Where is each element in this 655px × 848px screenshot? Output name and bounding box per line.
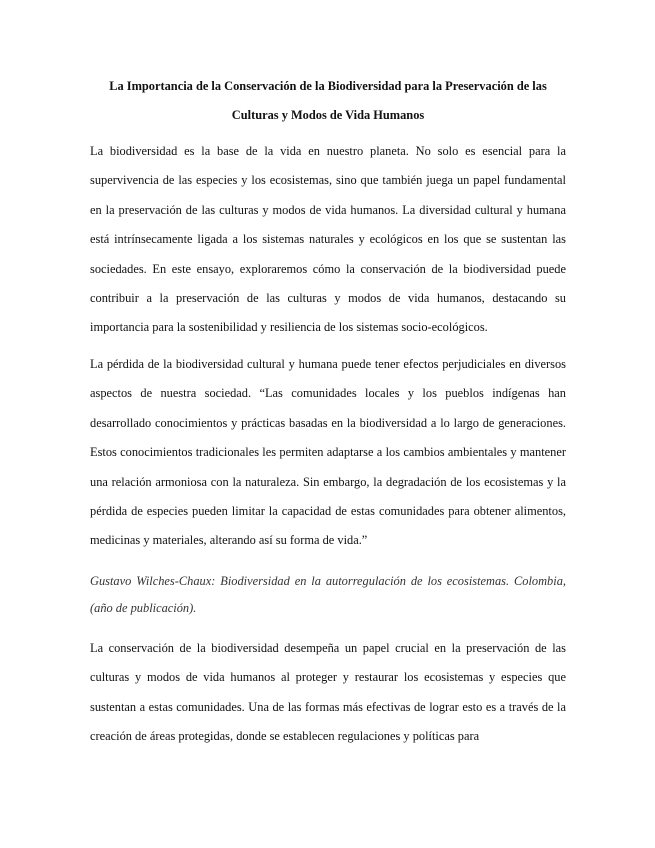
quote-citation: Gustavo Wilches-Chaux: Biodiversidad en la autorregulación de los ecosistemas. Colombia, (año de publicación). — [90, 574, 566, 615]
document-title-line-2: Culturas y Modos de Vida Humanos — [231, 108, 425, 122]
paragraph-biodiversity-loss: La pérdida de la biodiversidad cultural y humana puede tener efectos perjudiciales en diversos aspectos de nuestra sociedad. “Las comunidades locales y los pueblos indígenas han desarrollado conocimientos y prácticas basadas en la biodiversidad a lo largo de generaciones. Estos conocimientos tradicionales les permiten adaptarse a los cambios ambientales y mantener una relación armoniosa con la naturaleza. Sin embargo, la degradación de los ecosistemas y la pérdida de especies pueden limitar la capacidad de estas comunidades para obtener alimentos, medicinas y materiales, alterando así su forma de vida.” — [90, 357, 566, 548]
document-title-line-1: La Importancia de la Conservación de la Biodiversidad para la Preservación de las — [109, 79, 547, 93]
paragraph-intro: La biodiversidad es la base de la vida en nuestro planeta. No solo es esencial para la supervivencia de las especies y los ecosistemas, sino que también juega un papel fundamental en la preservación de las culturas y modos de vida humanos. La diversidad cultural y humana está intrínsecamente ligada a los sistemas naturales y ecológicos en los que se sustentan las sociedades. En este ensayo, exploraremos cómo la conservación de la biodiversidad puede contribuir a la preservación de las culturas y modos de vida humanos, destacando su importancia para la sostenibilidad y resiliencia de los sistemas socio-ecológicos. — [90, 144, 566, 335]
paragraph-conservation-role: La conservación de la biodiversidad desempeña un papel crucial en la preservación de las culturas y modos de vida humanos al proteger y restaurar los ecosistemas y especies que sustentan a estas comunidades. Una de las formas más efectivas de lograr esto es a través de la creación de áreas protegidas, donde se establecen regulaciones y políticas para — [90, 641, 566, 744]
